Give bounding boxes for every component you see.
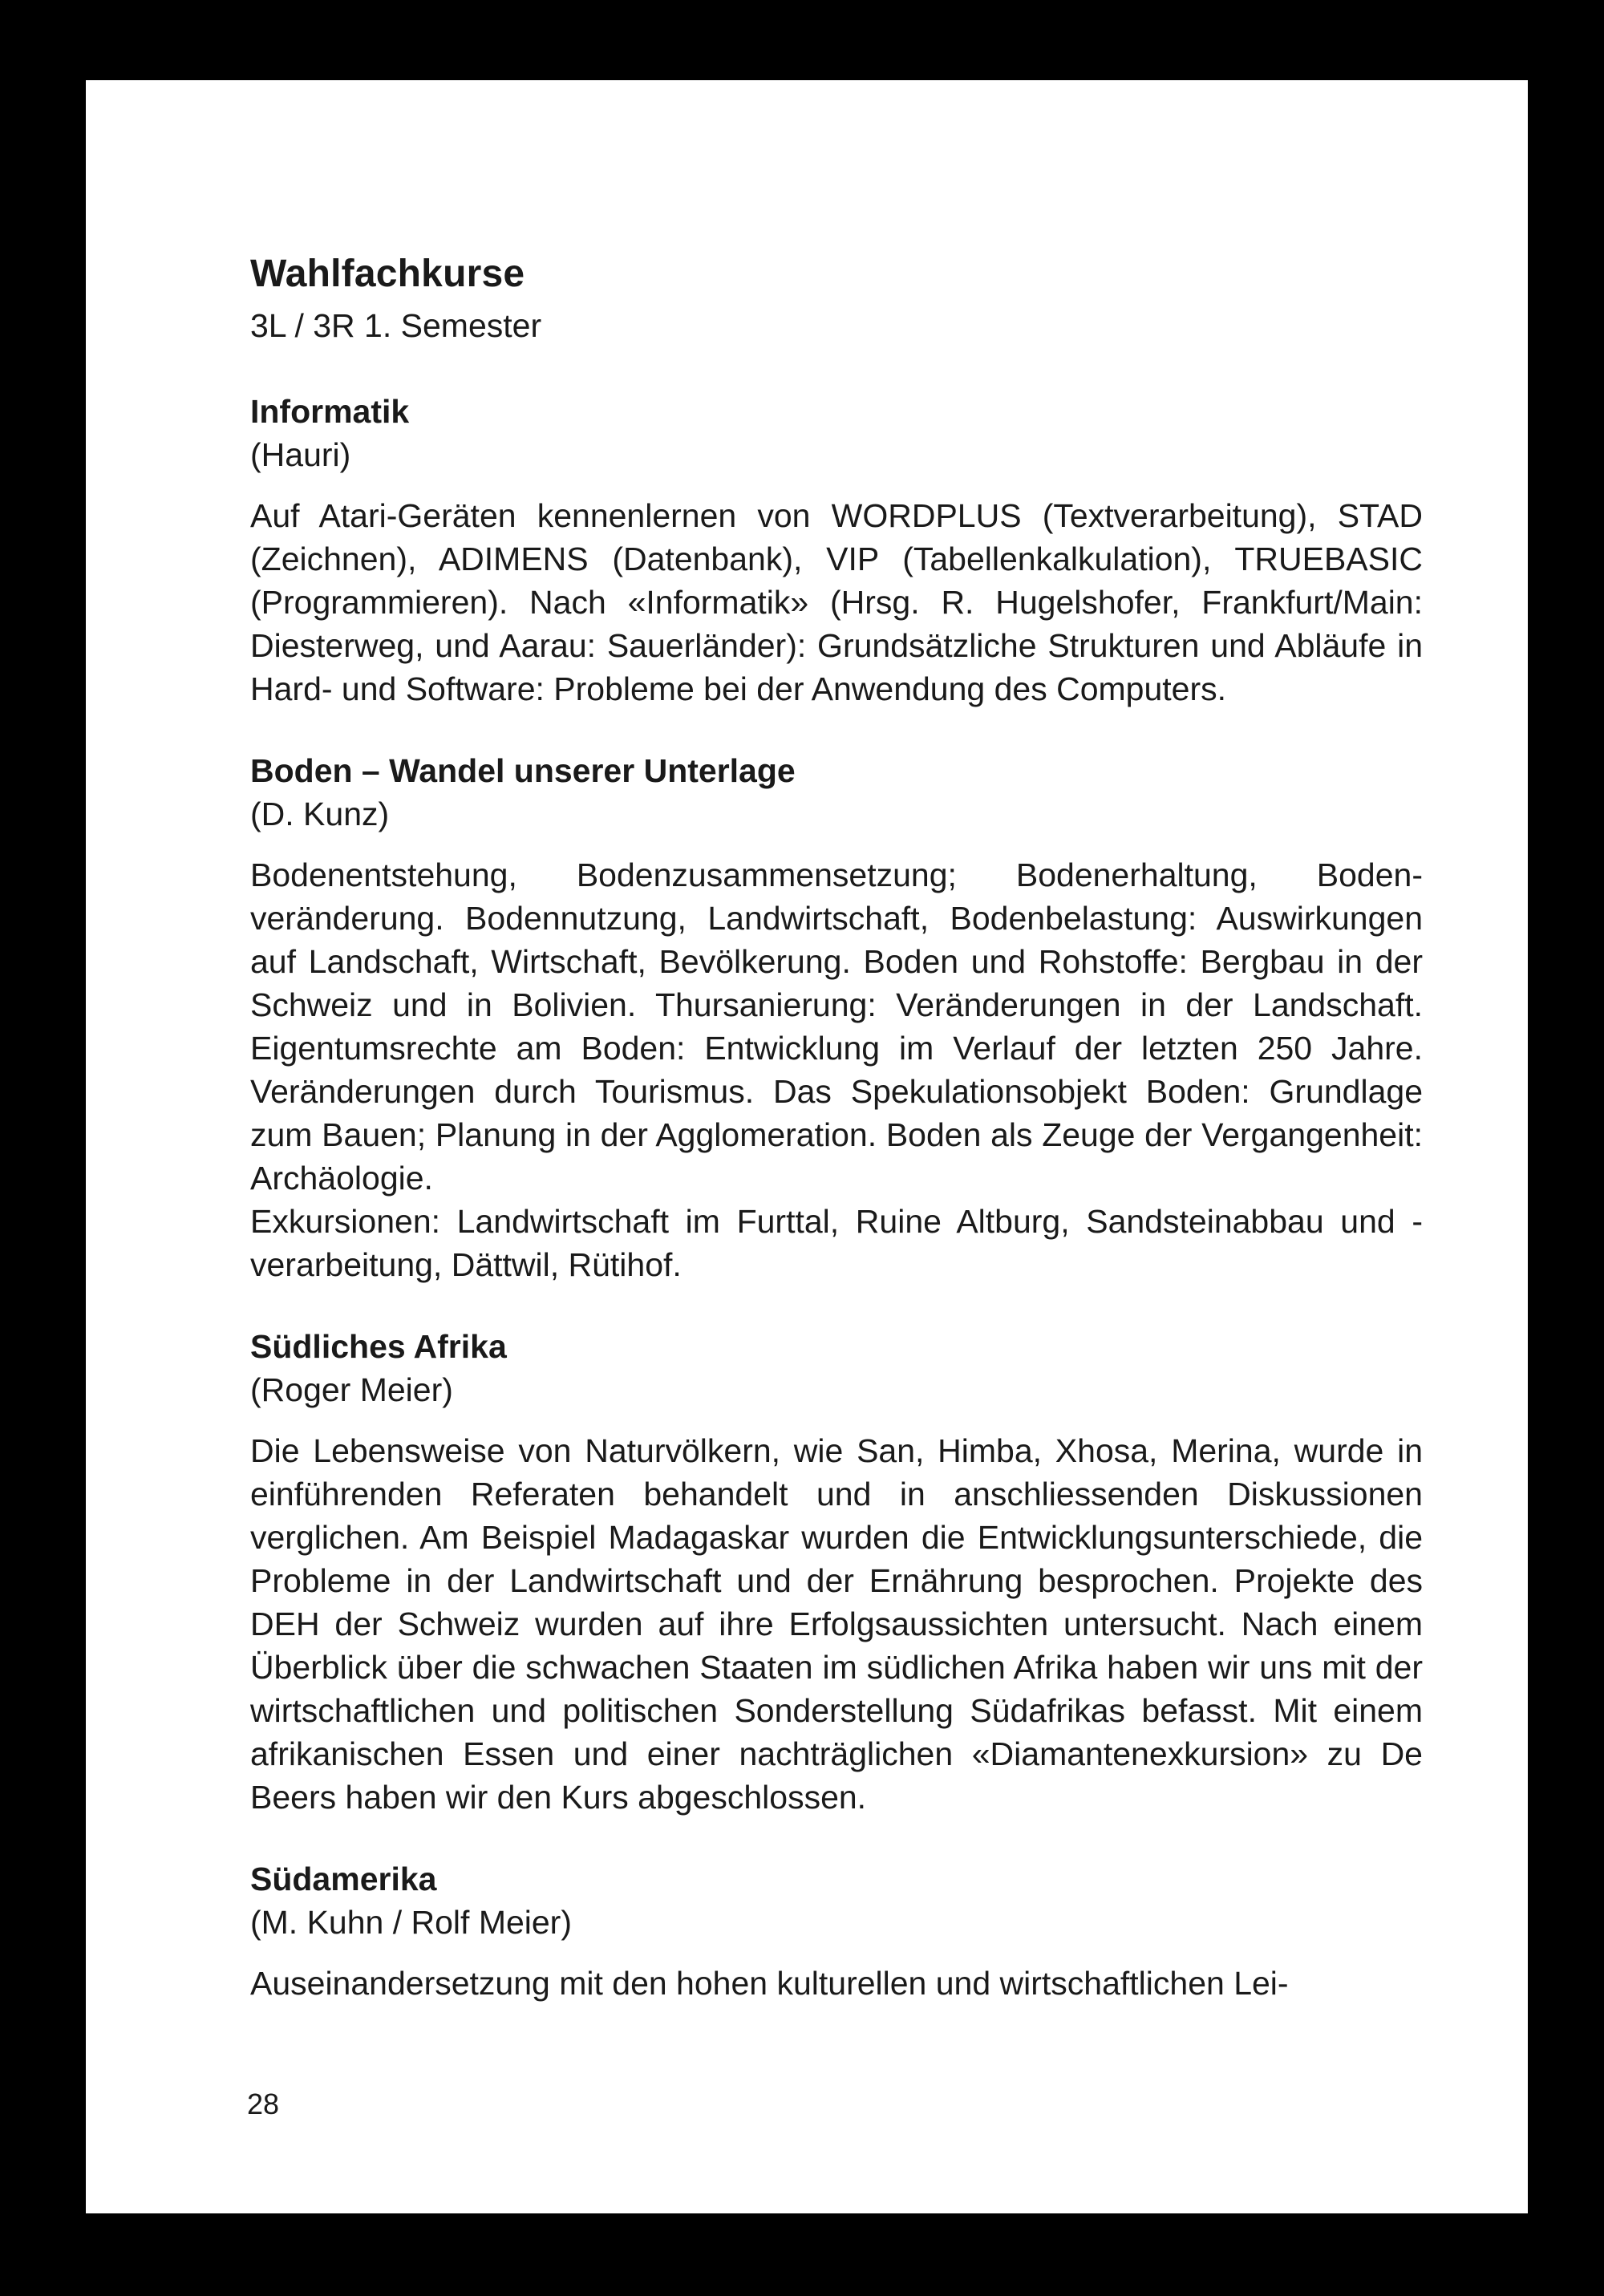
page-title: Wahlfachkurse: [250, 253, 525, 295]
course-excursions: Exkursionen: Landwirtschaft im Furttal, Ruine Altburg, Sandsteinabbau und -verarbeitung, Dättwil, Rütihof.: [250, 1203, 1423, 1283]
page-number: 28: [247, 2087, 280, 2120]
course-boden: [250, 749, 1423, 1286]
course-teacher: (D. Kunz): [250, 796, 390, 832]
course-teacher: (Roger Meier): [250, 1371, 453, 1408]
course-description: Auseinandersetzung mit den hohen kulturellen und wirtschaftlichen Lei-: [250, 1965, 1289, 2002]
course-suedamerika: [250, 1857, 1423, 2005]
course-title: Boden – Wandel unserer Unterlage: [250, 752, 796, 789]
page-subtitle: 3L / 3R 1. Semester: [250, 307, 542, 344]
course-description: Bodenentstehung, Bodenzusammensetzung; Bodenerhaltung, Bodenveränderung. Bodennutzung, Landwirtschaft, Bodenbelastung: Auswirkungen auf Landschaft, Wirtschaft, Bevölkerung. Boden und Rohstoffe: Bergbau in der Schweiz und in Bolivien. Thursanierung: Veränderungen in der Landschaft. Eigentumsrechte am Boden: Entwicklung im Verlauf der letzten 250 Jahre. Veränderungen durch Tourismus. Das Spekulationsobjekt Boden: Grundlage zum Bauen; Planung in der Agglomeration. Boden als Zeuge der Vergangenheit: Archäologie.: [250, 856, 1423, 1197]
course-title: Südliches Afrika: [250, 1328, 507, 1365]
course-suedliches-afrika: [250, 1325, 1423, 1819]
course-description: Die Lebensweise von Naturvölkern, wie San, Himba, Xhosa, Merina, wurde in einführenden Referaten behandelt und in anschliessenden Diskussionen verglichen. Am Beispiel Madagaskar wurden die Entwicklungsunterschiede, die Probleme in der Landwirtschaft und der Ernährung besprochen. Projekte des DEH der Schweiz wurden auf ihre Erfolgsaussichten untersucht. Nach einem Überblick über die schwachen Staaten im südlichen Afrika haben wir uns mit der wirtschaftlichen und politischen Sonderstellung Südafrikas befasst. Mit einem afrikanischen Essen und einer nachträglichen «Diamantenexkursion» zu De Beers haben wir den Kurs abgeschlossen.: [250, 1432, 1423, 1816]
course-teacher: (Hauri): [250, 436, 351, 473]
course-informatik: [250, 390, 1423, 711]
course-title: Informatik: [250, 393, 410, 430]
course-teacher: (M. Kuhn / Rolf Meier): [250, 1904, 572, 1941]
document-page: [250, 249, 1423, 2005]
course-title: Südamerika: [250, 1861, 437, 1897]
course-description: Auf Atari-Geräten kennenlernen von WORDPLUS (Textverarbeitung), STAD (Zeichnen), ADIMENS (Datenbank), VIP (Tabellenkalkulation), TRUEBASIC (Programmieren). Nach «Informatik» (Hrsg. R. Hugelshofer, Frankfurt/Main: Diesterweg, und Aarau: Sauerländer): Grundsätzliche Strukturen und Abläufe in Hard- und Software: Probleme bei der Anwendung des Computers.: [250, 497, 1423, 707]
